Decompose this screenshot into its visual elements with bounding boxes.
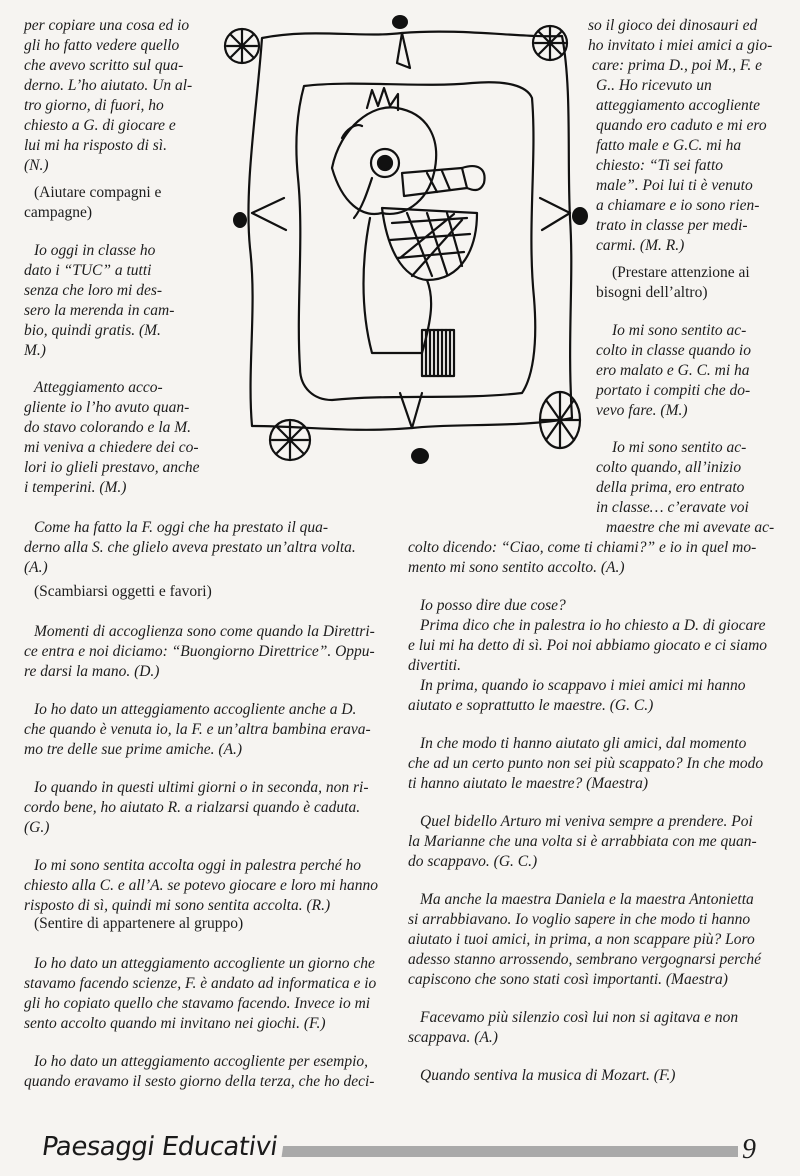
- text-line: (N.): [24, 157, 49, 174]
- text-line: capiscono che sono stati così importanti. (Maestra): [408, 971, 728, 988]
- text-line: gli ho fatto vedere quello: [24, 37, 180, 54]
- text-line: Prima dico che in palestra io ho chiesto a D. di giocare: [420, 617, 766, 634]
- text-line: adesso stanno arrossendo, sembrano vergognarsi perché: [408, 951, 762, 968]
- text-line: Io ho dato un atteggiamento accogliente per esempio,: [34, 1053, 369, 1070]
- text-line: ho invitato i miei amici a gio-: [588, 37, 773, 54]
- text-line: senza che loro mi des-: [24, 282, 163, 299]
- text-line: tro giorno, di fuori, ho: [24, 97, 164, 114]
- wheel-bottom-left-icon: [270, 420, 310, 460]
- text-line: per copiare una cosa ed io: [24, 17, 190, 34]
- text-line: sero la merenda in cam-: [24, 302, 175, 319]
- text-line: (Sentire di appartenere al gruppo): [34, 915, 244, 932]
- text-line: in classe… c’eravate voi: [596, 499, 749, 516]
- dot-top: [392, 15, 408, 29]
- text-line: Quando sentiva la musica di Mozart. (F.): [420, 1067, 676, 1084]
- text-line: M.): [24, 342, 46, 359]
- text-line: aiutato i tuoi amici, in prima, a non scappare più? Loro: [408, 931, 755, 948]
- text-line: trato in classe per medi-: [596, 217, 748, 234]
- text-line: bisogni dell’altro): [596, 284, 708, 301]
- text-line: maestre che mi avevate ac-: [606, 519, 775, 536]
- outer-frame: [248, 32, 572, 430]
- text-line: cordo bene, ho aiutato R. a rialzarsi quando è caduta.: [24, 799, 361, 816]
- text-line: fatto male e G.C. mi ha: [596, 137, 742, 154]
- text-line: che ad un certo punto non sei più scappato? In che modo: [408, 755, 764, 772]
- text-line: so il gioco dei dinosauri ed: [588, 17, 758, 34]
- text-line: male”. Poi lui ti è venuto: [596, 177, 753, 194]
- text-line: divertiti.: [408, 657, 461, 674]
- text-line: Io posso dire due cose?: [420, 597, 566, 614]
- text-line: do stavo colorando e la M.: [24, 419, 192, 436]
- text-line: derno alla S. che glielo aveva prestato un’altra volta.: [24, 539, 356, 556]
- text-line: quando eravamo il sesto giorno della terza, che ho deci-: [24, 1073, 375, 1090]
- text-line: che avevo scritto sul qua-: [24, 57, 184, 74]
- text-line: Ma anche la maestra Daniela e la maestra Antonietta: [420, 891, 754, 908]
- text-line: (Scambiarsi oggetti e favori): [34, 583, 212, 600]
- text-line: Come ha fatto la F. oggi che ha prestato il qua-: [34, 519, 329, 536]
- text-line: (G.): [24, 819, 50, 836]
- magazine-brand: Paesaggi Educativi: [38, 1132, 285, 1162]
- text-line: a chiamare e io sono rien-: [596, 197, 760, 214]
- text-line: portato i compiti che do-: [596, 382, 751, 399]
- dot-bottom: [411, 448, 429, 464]
- text-line: ce entra e noi diciamo: “Buongiorno Direttrice”. Oppu-: [24, 643, 375, 660]
- text-line: In prima, quando io scappavo i miei amici mi hanno: [420, 677, 746, 694]
- wheel-top-right-icon: [533, 26, 567, 60]
- text-line: (A.): [24, 559, 48, 576]
- text-line: care: prima D., poi M., F. e: [592, 57, 763, 74]
- text-line: gli ho copiato quello che stavamo facendo. Invece io mi: [24, 995, 371, 1012]
- text-line: mo tre delle sue prime amiche. (A.): [24, 741, 243, 758]
- text-line: Io mi sono sentito ac-: [612, 322, 747, 339]
- text-line: chiesto a G. di giocare e: [24, 117, 176, 134]
- text-line: (Prestare attenzione ai: [612, 264, 750, 281]
- text-line: do scappavo. (G. C.): [408, 853, 538, 870]
- text-line: campagne): [24, 204, 92, 221]
- text-line: derno. L’ho aiutato. Un al-: [24, 77, 193, 94]
- text-line: gliente io l’ho avuto quan-: [24, 399, 190, 416]
- text-line: atteggiamento accogliente: [596, 97, 760, 114]
- text-line: Io ho dato un atteggiamento accogliente un giorno che: [34, 955, 375, 972]
- text-line: Atteggiamento acco-: [34, 379, 163, 396]
- text-line: mento mi sono sentito accolto. (A.): [408, 559, 625, 576]
- child-drawing-illustration: [222, 8, 598, 478]
- text-line: mi veniva a chiedere dei co-: [24, 439, 199, 456]
- text-line: aiutato e soprattutto le maestre. (G. C.): [408, 697, 654, 714]
- text-line: Io mi sono sentito ac-: [612, 439, 747, 456]
- text-line: Io ho dato un atteggiamento accogliente anche a D.: [34, 701, 357, 718]
- text-line: quando ero caduto e mi ero: [596, 117, 767, 134]
- text-line: i temperini. (M.): [24, 479, 127, 496]
- text-line: lui mi ha risposto di sì.: [24, 137, 167, 154]
- text-line: colto in classe quando io: [596, 342, 751, 359]
- text-line: In che modo ti hanno aiutato gli amici, dal momento: [420, 735, 747, 752]
- wheel-top-left-icon: [225, 29, 259, 63]
- text-line: chiesto alla C. e all’A. se potevo giocare e loro mi hanno: [24, 877, 378, 894]
- text-line: risposto di sì, quindi mi sono sentita accolta. (R.): [24, 897, 331, 914]
- text-line: la Marianne che una volta si è arrabbiata con me quan-: [408, 833, 757, 850]
- page-number: 9: [738, 1134, 760, 1166]
- wheel-bottom-right-icon: [540, 392, 580, 448]
- text-line: re darsi la mano. (D.): [24, 663, 160, 680]
- text-line: bio, quindi gratis. (M.: [24, 322, 161, 339]
- text-line: Io oggi in classe ho: [34, 242, 156, 259]
- text-line: chiesto: “Ti sei fatto: [596, 157, 724, 174]
- text-line: colto quando, all’inizio: [596, 459, 742, 476]
- text-line: ero malato e G. C. mi ha: [596, 362, 750, 379]
- text-line: che quando è venuta io, la F. e un’altra bambina erava-: [24, 721, 371, 738]
- text-line: ti hanno aiutato le maestre? (Maestra): [408, 775, 649, 792]
- text-line: scappava. (A.): [408, 1029, 498, 1046]
- text-line: e lui mi ha detto di sì. Poi noi abbiamo giocato e ci siamo: [408, 637, 768, 654]
- text-line: si arrabbiavano. Io voglio sapere in che modo ti hanno: [408, 911, 751, 928]
- text-line: lori io glieli prestavo, anche: [24, 459, 200, 476]
- text-line: stavamo facendo scienze, F. è andato ad informatica e io: [24, 975, 377, 992]
- text-line: vevo fare. (M.): [596, 402, 688, 419]
- text-line: Momenti di accoglienza sono come quando la Direttri-: [34, 623, 375, 640]
- text-line: Io quando in questi ultimi giorni o in seconda, non ri-: [34, 779, 369, 796]
- text-line: carmi. (M. R.): [596, 237, 685, 254]
- dot-right: [572, 207, 588, 225]
- text-line: G.. Ho ricevuto un: [596, 77, 712, 94]
- text-line: (Aiutare compagni e: [34, 184, 162, 201]
- text-line: della prima, ero entrato: [596, 479, 745, 496]
- dot-left: [233, 212, 247, 228]
- text-line: Io mi sono sentita accolta oggi in palestra perché ho: [34, 857, 362, 874]
- text-line: Facevamo più silenzio così lui non si agitava e non: [420, 1009, 739, 1026]
- text-line: colto dicendo: “Ciao, come ti chiami?” e io in quel mo-: [408, 539, 757, 556]
- text-line: sento accolto quando mi invitano nei giochi. (F.): [24, 1015, 326, 1032]
- text-line: dato i “TUC” a tutti: [24, 262, 152, 279]
- text-line: Quel bidello Arturo mi veniva sempre a prendere. Poi: [420, 813, 753, 830]
